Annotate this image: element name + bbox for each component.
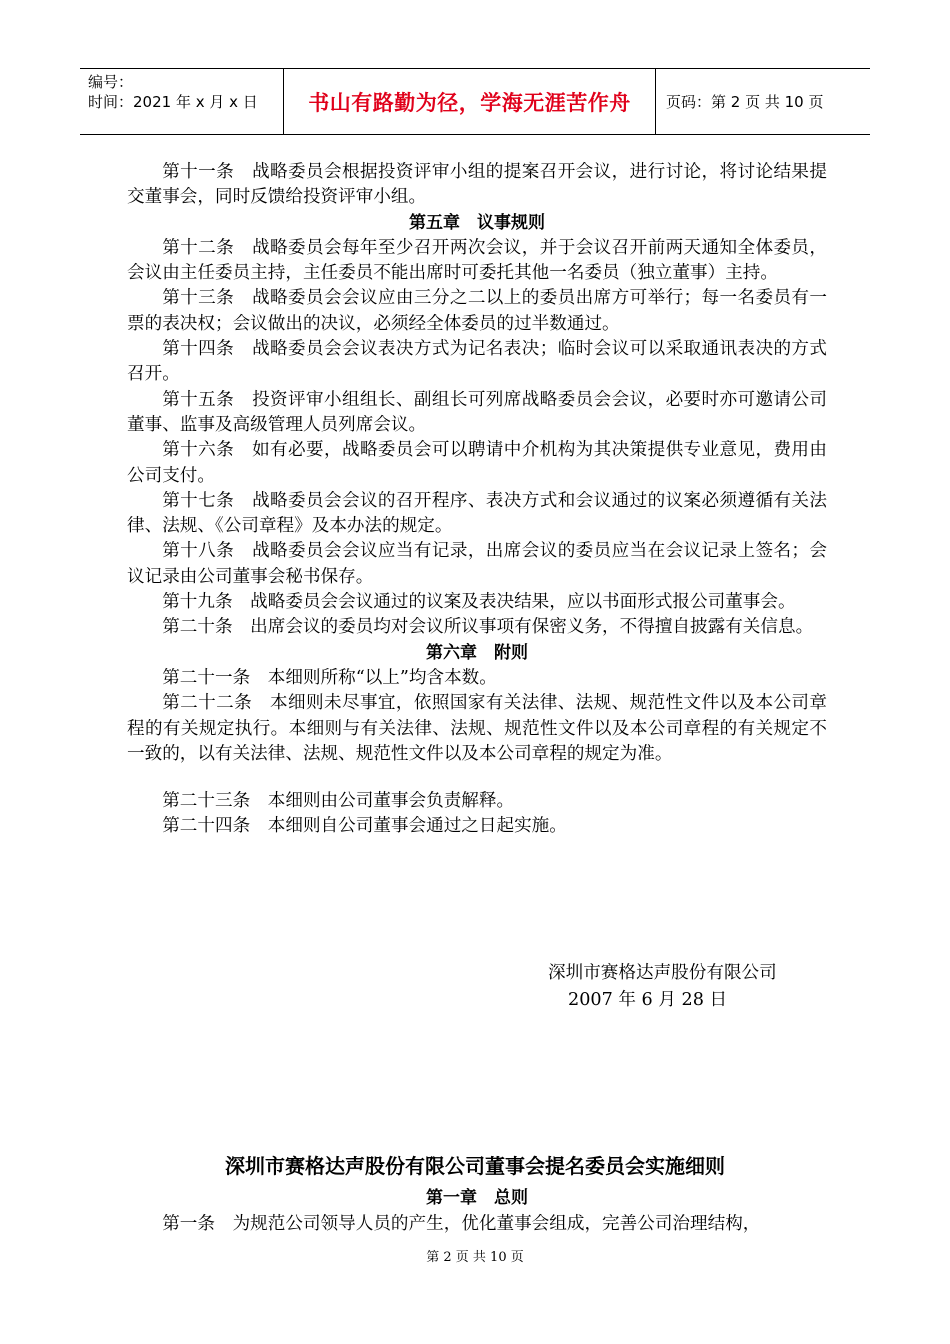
chapter-6-heading: 第六章 附则 (426, 642, 528, 663)
time-label: 时间：2021 年 x 月 x 日 (88, 93, 258, 111)
article-23: 第二十三条 本细则由公司董事会负责解释。 (162, 791, 515, 812)
page-header (80, 68, 870, 135)
page-label: 页码：第 2 页 共 10 页 (666, 93, 824, 111)
article-19: 第十九条 战略委员会会议通过的议案及表决结果，应以书面形式报公司董事会。 (162, 592, 796, 613)
next-chapter-1-heading: 第一章 总则 (426, 1188, 528, 1208)
signature-block (548, 960, 777, 1014)
page-footer: 第 2 页 共 10 页 (426, 1250, 524, 1265)
article-22: 第二十二条 本细则未尽事宜，依照国家有关法律、法规、规范性文件以及本公司章程的有关规定执行。本细则与有关法律、法规、规范性文件以及本公司章程的有关规定不一致的，以有关法律、法规、规范性文件以及本公司章程的规定为准。 (127, 693, 827, 764)
article-15: 第十五条 投资评审小组组长、副组长可列席战略委员会会议，必要时亦可邀请公司董事、监事及高级管理人员列席会议。 (127, 389, 827, 435)
next-document-title: 深圳市赛格达声股份有限公司董事会提名委员会实施细则 (225, 1154, 725, 1178)
article-17: 第十七条 战略委员会会议的召开程序、表决方式和会议通过的议案必须遵循有关法律、法规、《公司章程》及本办法的规定。 (127, 490, 827, 537)
chapter-5-heading: 第五章 议事规则 (409, 212, 545, 233)
document-body (127, 160, 827, 840)
signature-company: 深圳市赛格达声股份有限公司 (548, 963, 777, 983)
article-14: 第十四条 战略委员会会议表决方式为记名表决；临时会议可以采取通讯表决的方式召开。 (127, 339, 827, 385)
number-label: 编号： (88, 73, 134, 91)
motto: 书山有路勤为径，学海无涯苦作舟 (308, 90, 631, 115)
article-16: 第十六条 如有必要，战略委员会可以聘请中介机构为其决策提供专业意见，费用由公司支付。 (127, 440, 827, 486)
article-21: 第二十一条 本细则所称“以上”均含本数。 (162, 667, 497, 688)
header-motto-cell (283, 69, 656, 134)
article-20: 第二十条 出席会议的委员均对会议所议事项有保密义务，不得擅自披露有关信息。 (162, 617, 814, 638)
article-11: 第十一条 战略委员会根据投资评审小组的提案召开会议，进行讨论，将讨论结果提交董事会，同时反馈给投资评审小组。 (127, 162, 827, 208)
next-article-1: 第一条 为规范公司领导人员的产生，优化董事会组成，完善公司治理结构， (162, 1214, 761, 1234)
spacer (127, 767, 827, 789)
article-13: 第十三条 战略委员会会议应由三分之二以上的委员出席方可举行；每一名委员有一票的表决权；会议做出的决议，必须经全体委员的过半数通过。 (127, 288, 827, 334)
article-24: 第二十四条 本细则自公司董事会通过之日起实施。 (162, 816, 567, 837)
header-meta (80, 69, 283, 134)
article-18: 第十八条 战略委员会会议应当有记录，出席会议的委员应当在会议记录上签名；会议记录由公司董事会秘书保存。 (127, 541, 827, 587)
next-document-body (127, 1185, 827, 1237)
signature-date: 2007 年 6 月 28 日 (568, 990, 728, 1010)
article-12: 第十二条 战略委员会每年至少召开两次会议，并于会议召开前两天通知全体委员，会议由主任委员主持，主任委员不能出席时可委托其他一名委员（独立董事）主持。 (127, 237, 827, 284)
header-page-cell (656, 69, 870, 134)
